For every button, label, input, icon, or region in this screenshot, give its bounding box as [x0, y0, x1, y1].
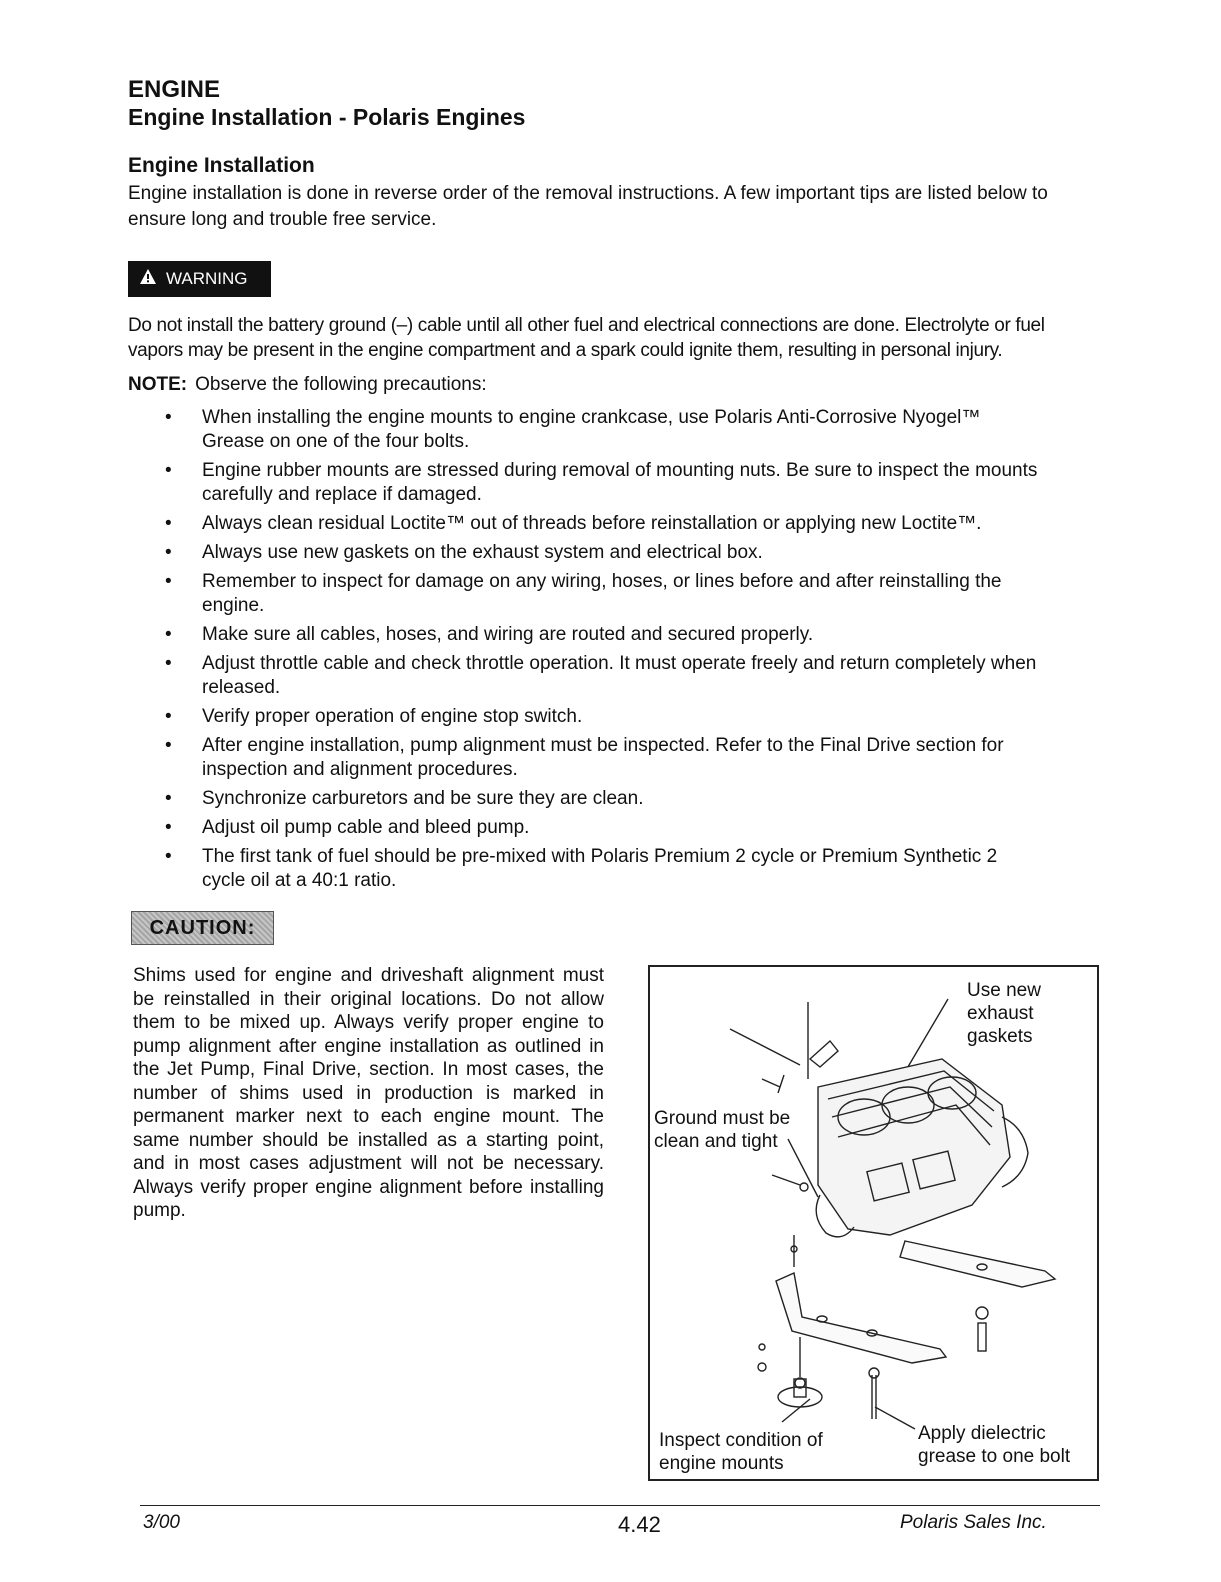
mounts-callout: Inspect condition of engine mounts — [659, 1430, 823, 1474]
bullet-icon: • — [165, 817, 172, 838]
note-line — [128, 374, 487, 396]
footer-company: Polaris Sales Inc. — [900, 1512, 1047, 1533]
caution-badge: CAUTION: — [131, 911, 274, 945]
exhaust-callout: Use new exhaust gaskets — [967, 980, 1041, 1047]
engine-figure — [648, 965, 1099, 1481]
list-item: • When installing the engine mounts to engine crankcase, use Polaris Anti-Corrosive Nyogel™ Grease on one of the four bolts. — [165, 407, 981, 452]
intro-paragraph: Engine installation is done in reverse order of the removal instructions. A few important tips are listed below to ensure long and trouble free service. — [128, 183, 1048, 230]
bullet-icon: • — [165, 407, 172, 428]
list-item: • Always clean residual Loctite™ out of threads before reinstallation or applying new Loctite™. — [165, 513, 982, 534]
footer-divider — [140, 1505, 1100, 1506]
bullet-icon: • — [165, 513, 172, 534]
sub-heading: Engine Installation — [128, 154, 315, 177]
bullet-icon: • — [165, 571, 172, 592]
warning-triangle-icon — [140, 269, 156, 289]
bullet-icon: • — [165, 460, 172, 481]
footer-date: 3/00 — [143, 1512, 180, 1533]
note-label: NOTE: — [128, 374, 188, 395]
list-item: • Synchronize carburetors and be sure they are clean. — [165, 788, 644, 809]
grease-leader-line — [875, 1407, 915, 1429]
warning-text: Do not install the battery ground (–) cable until all other fuel and electrical connections are done. Electrolyte or fuel vapors may be present in the engine compartment and a spark could ignite them, resulting in personal injury. — [128, 315, 1045, 361]
warning-label: WARNING — [166, 269, 248, 288]
list-item: • Always use new gaskets on the exhaust system and electrical box. — [165, 542, 763, 563]
warning-badge — [128, 261, 271, 297]
grease-callout: Apply dielectric grease to one bolt — [918, 1423, 1071, 1467]
list-item: • Adjust throttle cable and check throttle operation. It must operate freely and return completely when released. — [165, 653, 1037, 698]
list-item: • Adjust oil pump cable and bleed pump. — [165, 817, 530, 838]
bullet-icon: • — [165, 706, 172, 727]
list-item: • Verify proper operation of engine stop switch. — [165, 706, 583, 727]
page-title: Engine Installation - Polaris Engines — [128, 104, 526, 130]
bullet-icon: • — [165, 846, 172, 867]
page-number: 4.42 — [618, 1512, 661, 1537]
list-item: • After engine installation, pump alignment must be inspected. Refer to the Final Drive section for inspection and alignment procedures. — [165, 735, 1004, 780]
section-title: ENGINE — [128, 76, 221, 103]
note-text: Observe the following precautions: — [195, 374, 487, 395]
bullet-icon: • — [165, 788, 172, 809]
list-item: • Make sure all cables, hoses, and wiring are routed and secured properly. — [165, 624, 814, 645]
ground-leader-line — [788, 1139, 818, 1197]
ground-callout: Ground must be clean and tight — [654, 1108, 791, 1152]
bullet-icon: • — [165, 653, 172, 674]
bullet-icon: • — [165, 624, 172, 645]
list-item: • Remember to inspect for damage on any wiring, hoses, or lines before and after reinstalling the engine. — [165, 571, 1002, 616]
list-item: • The first tank of fuel should be pre-mixed with Polaris Premium 2 cycle or Premium Synthetic 2 cycle oil at a 40:1 ratio. — [165, 846, 998, 891]
caution-text: Shims used for engine and driveshaft alignment must be reinstalled in their original locations. Do not allow them to be mixed up. Always verify proper engine to pump alignment after engine installation as outlined in the Jet Pump, Final Drive, section. In most cases, the number of shims used in production is marked in permanent marker next to each engine mount. The same number should be installed as a starting point, and in most cases adjustment will not be necessary. Always verify proper engine alignment before installing pump. — [133, 965, 604, 1221]
mounts-leader-line — [782, 1399, 810, 1422]
list-item: • Engine rubber mounts are stressed during removal of mounting nuts. Be sure to inspect the mounts carefully and replace if damaged. — [165, 460, 1038, 505]
bullet-icon: • — [165, 542, 172, 563]
precautions-list — [162, 406, 1042, 898]
bullet-icon: • — [165, 735, 172, 756]
